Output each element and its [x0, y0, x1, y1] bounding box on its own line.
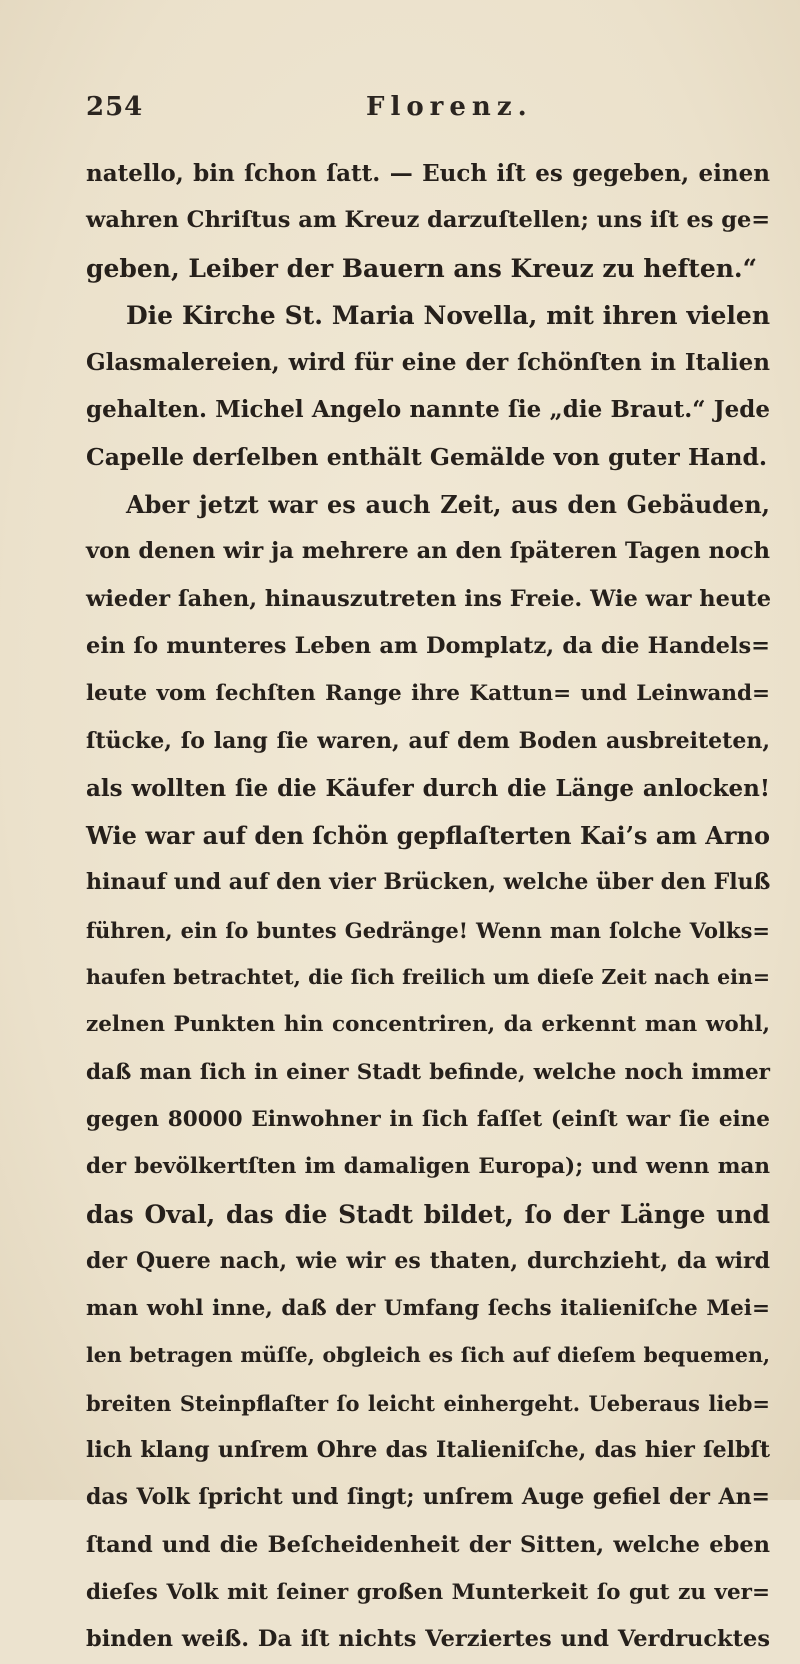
- text-line: hinauf und auf den vier Brücken, welche über den Fluß: [86, 869, 771, 896]
- running-head: Florenz.: [366, 92, 533, 122]
- text-line: Aber jetzt war es auch Zeit, aus den Gebäuden,: [126, 490, 770, 520]
- text-line: gehalten. Michel Angelo nannte ſie „die Braut.“ Jede: [86, 396, 770, 424]
- text-line: führen, ein ſo buntes Gedränge! Wenn man ſolche Volks=: [86, 917, 770, 943]
- text-line: Die Kirche St. Maria Novella, mit ihren vielen: [126, 300, 770, 330]
- text-line: binden weiß. Da iſt nichts Verziertes und Verdrucktes: [86, 1626, 770, 1653]
- text-line: das Oval, das die Stadt bildet, ſo der Länge und: [86, 1199, 770, 1229]
- text-line: Glasmalereien, wird für eine der ſchönſten in Italien: [86, 349, 770, 377]
- text-line: gegen 80000 Einwohner in ſich faſſet (einſt war ſie eine: [86, 1106, 770, 1132]
- text-line: natello, bin ſchon ſatt. — Euch iſt es gegeben, einen: [86, 160, 770, 187]
- body-text: [86, 150, 770, 1664]
- text-line: haufen betrachtet, die ſich freilich um dieſe Zeit nach ein=: [86, 965, 770, 990]
- text-line: geben, Leiber der Bauern ans Kreuz zu heften.“: [86, 253, 757, 283]
- text-line: der Quere nach, wie wir es thaten, durchzieht, da wird: [86, 1247, 770, 1274]
- text-line: das Volk ſpricht und ſingt; unſrem Auge gefiel der An=: [86, 1484, 770, 1511]
- text-line: len betragen müſſe, obgleich es ſich auf dieſem bequemen,: [86, 1343, 770, 1368]
- text-line: lich klang unſrem Ohre das Italieniſche, das hier ſelbſt: [86, 1437, 770, 1464]
- text-line: daß man ſich in einer Stadt befinde, welche noch immer: [86, 1059, 770, 1085]
- page-number: 254: [86, 92, 144, 122]
- text-line: ſtücke, ſo lang ſie waren, auf dem Boden ausbreiteten,: [86, 727, 770, 754]
- text-line: dieſes Volk mit ſeiner großen Munterkeit ſo gut zu ver=: [86, 1579, 770, 1605]
- text-line: zelnen Punkten hin concentriren, da erkennt man wohl,: [86, 1012, 770, 1038]
- text-line: ſtand und die Beſcheidenheit der Sitten, welche eben: [86, 1531, 770, 1558]
- text-line: Capelle derſelben enthält Gemälde von guter Hand.: [86, 442, 768, 471]
- text-line: ein ſo munteres Leben am Domplatz, da die Handels=: [86, 632, 770, 659]
- text-line: der bevölkertſten im damaligen Europa); und wenn man: [86, 1154, 770, 1180]
- text-line: wieder ſahen, hinauszutreten ins Freie. Wie war heute: [86, 585, 772, 612]
- text-line: breiten Steinpflaſter ſo leicht einhergeht. Ueberaus lieb=: [86, 1390, 770, 1416]
- text-line: wahren Chriſtus am Kreuz darzuſtellen; uns iſt es ge=: [86, 207, 771, 234]
- page-header: [86, 92, 770, 132]
- text-line: leute vom ſechſten Range ihre Kattun= und Leinwand=: [86, 681, 770, 707]
- text-line: Wie war auf den ſchön gepflaſterten Kai’s am Arno: [86, 821, 770, 851]
- text-line: als wollten ſie die Käufer durch die Länge anlocken!: [86, 774, 770, 802]
- text-line: man wohl inne, daß der Umfang ſechs italieniſche Mei=: [86, 1296, 770, 1322]
- text-line: von denen wir ja mehrere an den ſpäteren Tagen noch: [86, 538, 770, 565]
